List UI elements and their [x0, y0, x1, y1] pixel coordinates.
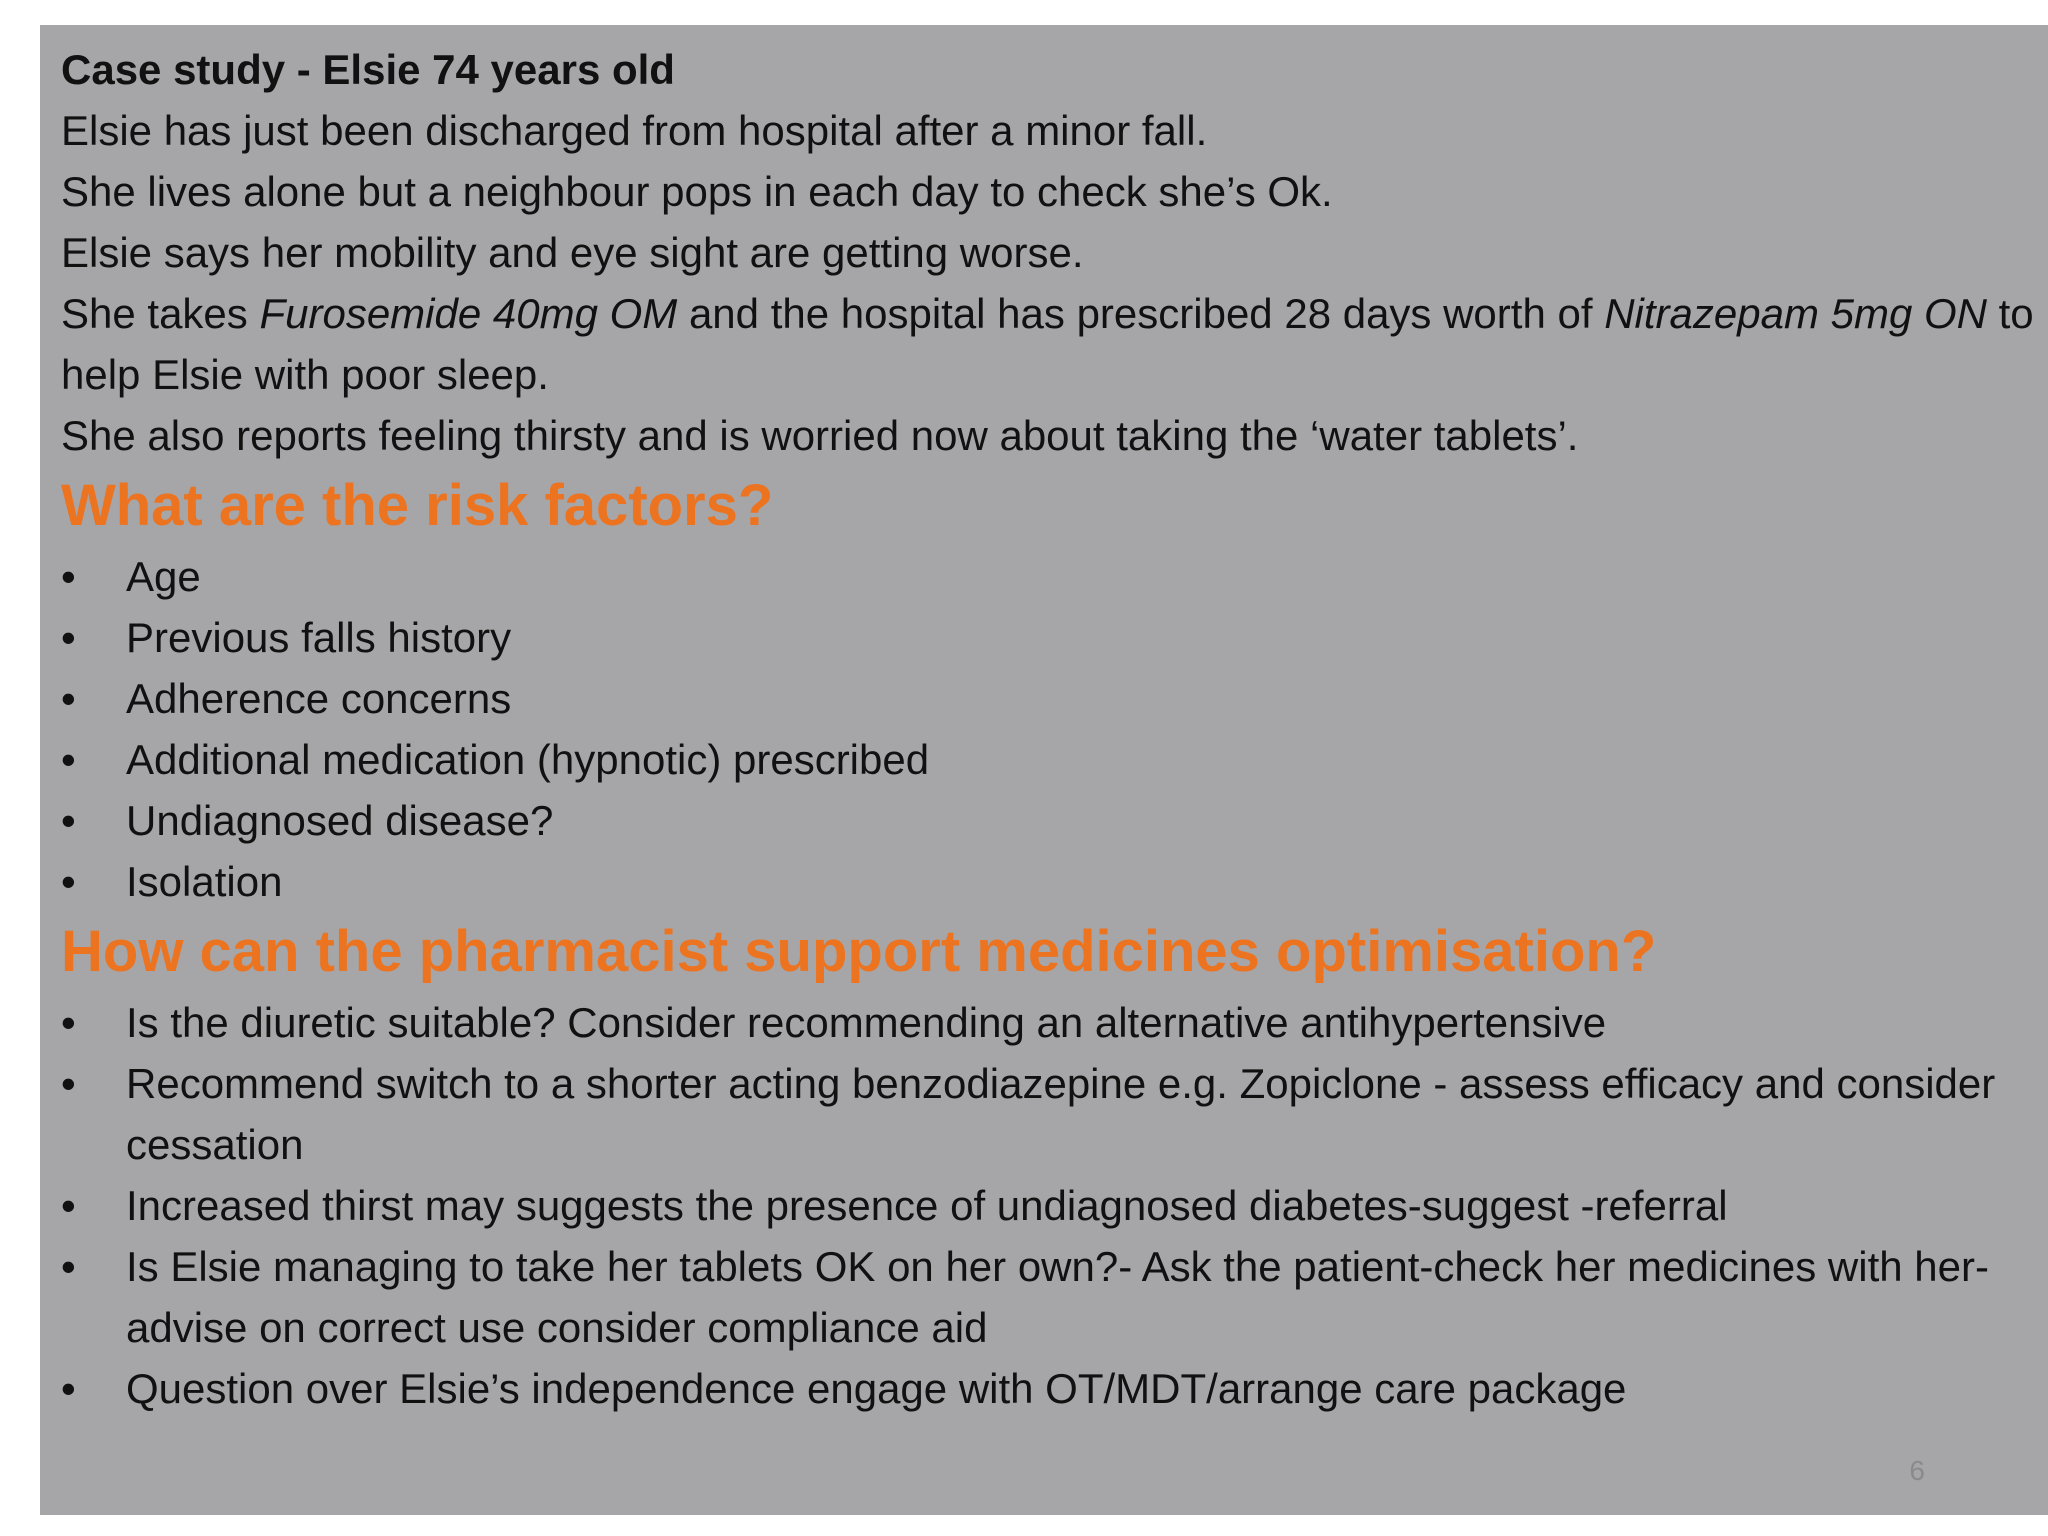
- intro-line: Elsie says her mobility and eye sight are getting worse.: [61, 229, 1084, 276]
- risk-factors-list: [61, 546, 2036, 912]
- bullet-icon: •: [61, 1365, 76, 1412]
- list-item-text: Adherence concerns: [126, 675, 512, 722]
- list-item-text: Isolation: [126, 858, 283, 905]
- list-item: [61, 1236, 2036, 1358]
- list-item: [61, 992, 2036, 1053]
- list-item: [61, 546, 2036, 607]
- pharmacist-support-list: [61, 992, 2036, 1419]
- slide: [40, 25, 2048, 1515]
- bullet-icon: •: [61, 999, 76, 1046]
- list-item: [61, 790, 2036, 851]
- list-item: [61, 1175, 2036, 1236]
- intro-line-medications: [61, 283, 2036, 405]
- bullet-icon: •: [61, 553, 76, 600]
- intro-text: to help Elsie with poor sleep.: [61, 290, 2034, 398]
- list-item: [61, 1358, 2036, 1419]
- case-study-title: Case study - Elsie 74 years old: [61, 46, 675, 93]
- list-item-text: Additional medication (hypnotic) prescribed: [126, 736, 930, 783]
- list-item: [61, 1053, 2036, 1175]
- slide-content: [61, 39, 2036, 1419]
- list-item-text: Question over Elsie’s independence engage with OT/MDT/arrange care package: [126, 1365, 1627, 1412]
- case-description: [61, 100, 2036, 466]
- list-item-text: Age: [126, 553, 201, 600]
- intro-line: She also reports feeling thirsty and is worried now about taking the ‘water tablets’.: [61, 412, 1579, 459]
- intro-text: and the hospital has prescribed 28 days worth of: [677, 290, 1605, 337]
- intro-line: Elsie has just been discharged from hospital after a minor fall.: [61, 107, 1208, 154]
- list-item-text: Previous falls history: [126, 614, 512, 661]
- bullet-icon: •: [61, 614, 76, 661]
- risk-factors-heading: What are the risk factors?: [61, 473, 774, 538]
- list-item-text: Increased thirst may suggests the presence of undiagnosed diabetes-suggest -referral: [126, 1182, 1728, 1229]
- list-item: [61, 851, 2036, 912]
- list-item-text: Undiagnosed disease?: [126, 797, 554, 844]
- list-item: [61, 607, 2036, 668]
- bullet-icon: •: [61, 675, 76, 722]
- page-number: 6: [1909, 1455, 1925, 1486]
- intro-line: She lives alone but a neighbour pops in each day to check she’s Ok.: [61, 168, 1333, 215]
- list-item: [61, 729, 2036, 790]
- list-item-text: Is the diuretic suitable? Consider recommending an alternative antihypertensive: [126, 999, 1607, 1046]
- bullet-icon: •: [61, 736, 76, 783]
- bullet-icon: •: [61, 858, 76, 905]
- bullet-icon: •: [61, 1060, 76, 1107]
- list-item-text: Recommend switch to a shorter acting benzodiazepine e.g. Zopiclone - assess efficacy and consider cessation: [126, 1060, 1996, 1168]
- bullet-icon: •: [61, 797, 76, 844]
- drug-nitrazepam: Nitrazepam 5mg ON: [1604, 290, 1987, 337]
- drug-furosemide: Furosemide 40mg OM: [259, 290, 678, 337]
- list-item: [61, 668, 2036, 729]
- list-item-text: Is Elsie managing to take her tablets OK on her own?- Ask the patient-check her medicines with her-advise on correct use consider compliance aid: [126, 1243, 1989, 1351]
- bullet-icon: •: [61, 1243, 76, 1290]
- pharmacist-support-heading: How can the pharmacist support medicines optimisation?: [61, 919, 1657, 984]
- bullet-icon: •: [61, 1182, 76, 1229]
- intro-text: She takes: [61, 290, 260, 337]
